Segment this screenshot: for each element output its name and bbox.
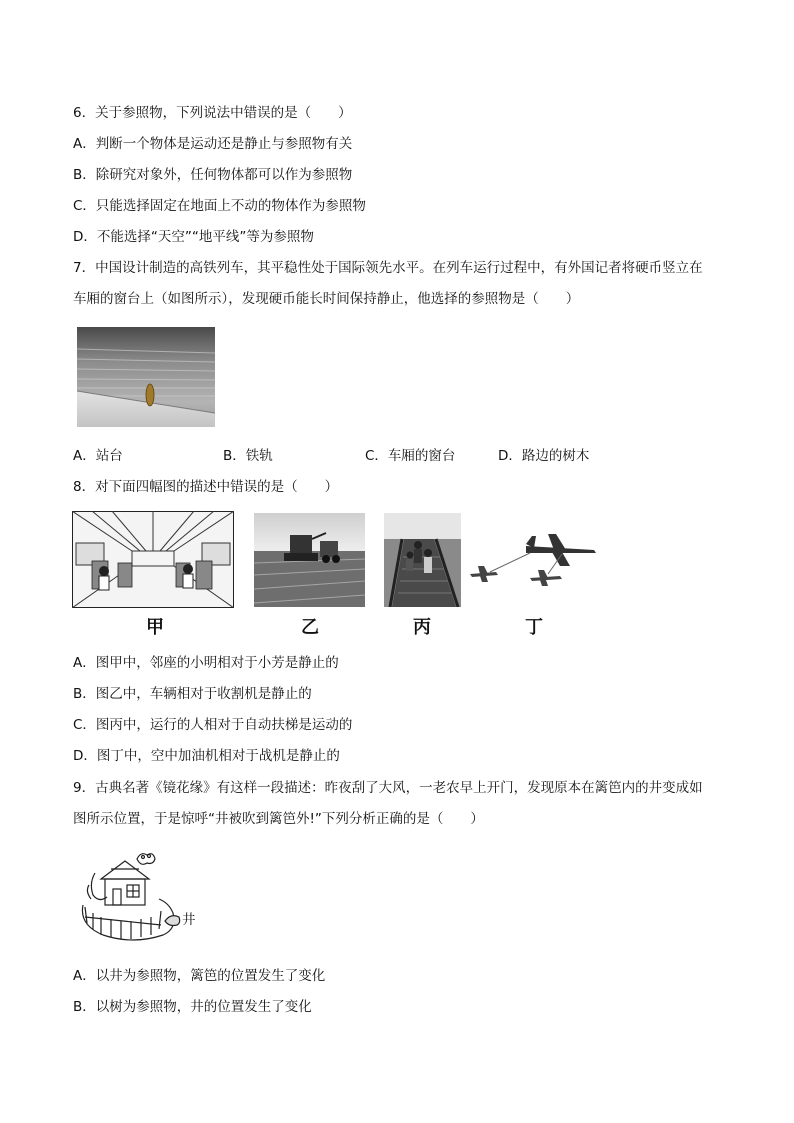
q8-option-b: B．图乙中，车辆相对于收割机是静止的: [73, 686, 312, 702]
q8-stem: 8．对下面四幅图的描述中错误的是（ ）: [73, 479, 339, 495]
q7-option-a: A．站台: [73, 448, 123, 464]
train-interior-figure: [72, 511, 234, 608]
q8-option-a: A．图甲中，邻座的小明相对于小芳是静止的: [73, 655, 339, 671]
q7-option-b: B．铁轨: [223, 448, 273, 464]
well-label: 井: [182, 912, 196, 928]
q8-option-d: D．图丁中，空中加油机相对于战机是静止的: [73, 748, 340, 764]
q6-option-c: C．只能选择固定在地面上不动的物体作为参照物: [73, 198, 366, 214]
q9-stem-line2: 图所示位置，于是惊呼“井被吹到篱笆外!”下列分析正确的是（ ）: [73, 811, 484, 827]
harvester-figure: [254, 513, 365, 607]
farmhouse-well-figure: [75, 845, 185, 945]
coin-on-windowsill-photo: [77, 327, 215, 427]
q7-stem-line2: 车厢的窗台上（如图所示），发现硬币能长时间保持静止，他选择的参照物是（ ）: [73, 291, 580, 307]
q9-stem-line1: 9．古典名著《镜花缘》有这样一段描述：昨夜刮了大风，一老农早上开门，发现原本在篱笆内的井变成如: [73, 780, 703, 796]
caption-ding: 丁: [525, 617, 543, 638]
q7-option-c: C．车厢的窗台: [365, 448, 456, 464]
q7-stem-line1: 7．中国设计制造的高铁列车，其平稳性处于国际领先水平。在列车运行过程中，有外国记者将硬币竖立在: [73, 260, 703, 276]
q6-option-d: D．不能选择“天空”“地平线”等为参照物: [73, 229, 314, 245]
q8-option-c: C．图丙中，运行的人相对于自动扶梯是运动的: [73, 717, 353, 733]
q6-option-b: B．除研究对象外，任何物体都可以作为参照物: [73, 167, 353, 183]
q9-option-a: A．以井为参照物，篱笆的位置发生了变化: [73, 968, 326, 984]
q7-option-d: D．路边的树木: [498, 448, 590, 464]
caption-jia: 甲: [146, 617, 164, 638]
escalator-figure: [384, 513, 461, 607]
q6-stem: 6．关于参照物，下列说法中错误的是（ ）: [73, 105, 352, 121]
q6-option-a: A．判断一个物体是运动还是静止与参照物有关: [73, 136, 353, 152]
caption-bing: 丙: [413, 617, 431, 638]
aerial-refueling-figure: [466, 526, 598, 592]
caption-yi: 乙: [301, 617, 319, 638]
q9-option-b: B．以树为参照物，井的位置发生了变化: [73, 999, 312, 1015]
